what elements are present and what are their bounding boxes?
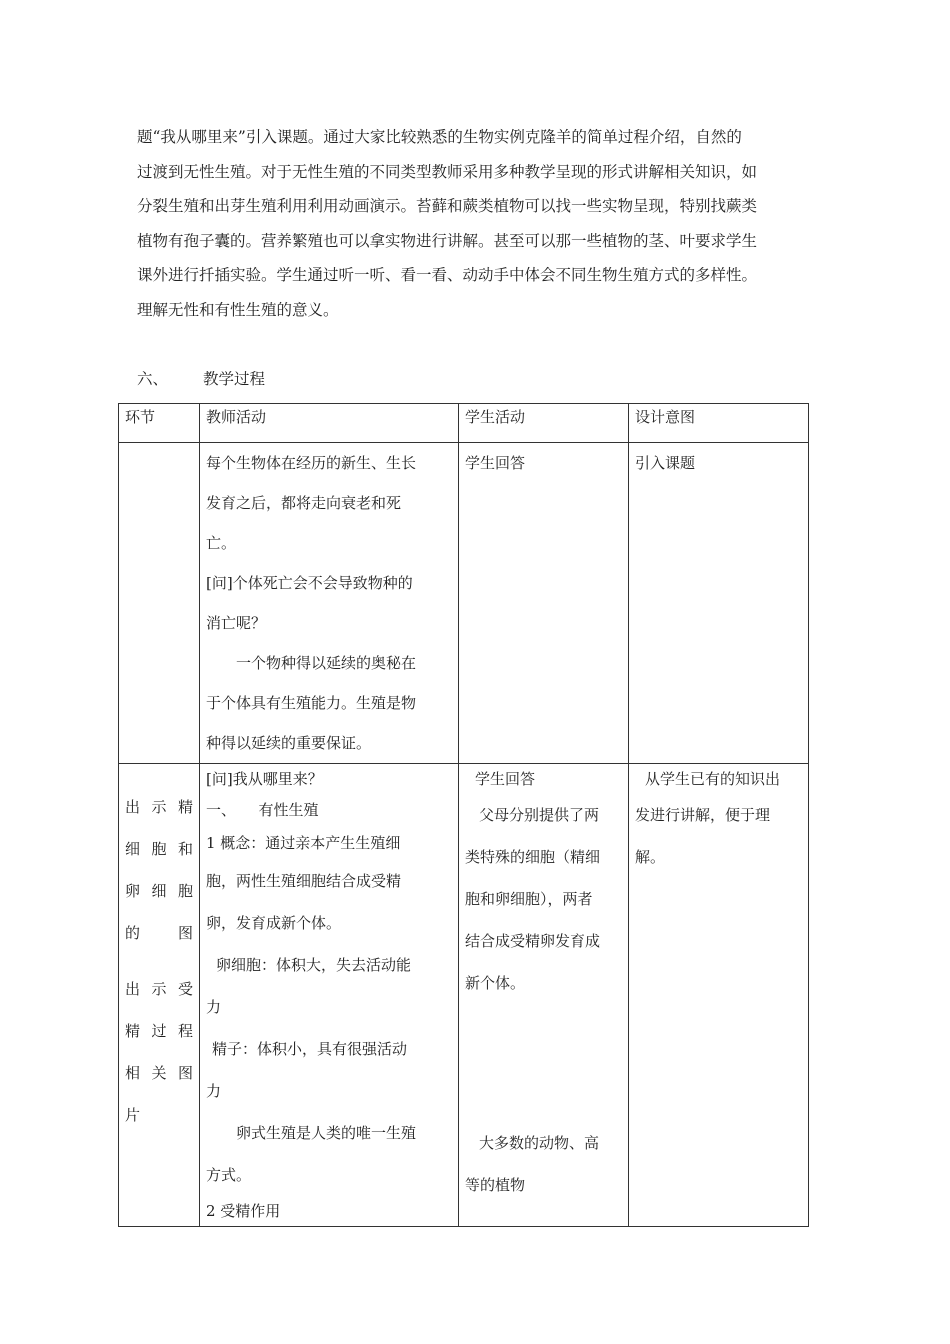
intent-cell: 引入课题 <box>629 443 809 764</box>
lesson-table <box>118 403 809 1227</box>
stage-cell <box>119 443 200 764</box>
intro-line: 过渡到无性生殖。对于无性生殖的不同类型教师采用多种教学呈现的形式讲解相关知识，如 <box>137 162 758 181</box>
intent-cell: 从学生已有的知识出 发进行讲解，便于理 解。 <box>629 764 809 1227</box>
header-intent: 设计意图 <box>629 404 809 443</box>
intro-line: 理解无性和有性生殖的意义。 <box>137 300 339 319</box>
teacher-cell: 每个生物体在经历的新生、生长 发育之后，都将走向衰老和死 亡。 [问]个体死亡会不会导致物种的 消亡呢？ 一个物种得以延续的奥秘在 于个体具有生殖能力。生殖是物 种得以延续的重要保证。 <box>200 443 459 764</box>
intro-line: 分裂生殖和出芽生殖利用利用动画演示。苔藓和蕨类植物可以找一些实物呈现，特别找蕨类 <box>137 197 758 215</box>
intro-line: 植物有孢子囊的。营养繁殖也可以拿实物进行讲解。甚至可以那一些植物的茎、叶要求学生 <box>137 231 758 250</box>
header-stage: 环节 <box>119 404 200 443</box>
intro-line: 课外进行扦插实验。学生通过听一听、看一看、动动手中体会不同生物生殖方式的多样性。 <box>137 266 758 284</box>
table-header-row <box>119 404 809 443</box>
header-student: 学生活动 <box>459 404 629 443</box>
student-cell: 学生回答 父母分别提供了两 类特殊的细胞（精细 胞和卵细胞），两者 结合成受精卵发育成 新个体。 大多数的动物、高 等的植物 <box>459 764 629 1227</box>
intro-paragraph <box>137 120 817 327</box>
section-number: 六、 <box>137 370 169 388</box>
section-title: 教学过程 <box>203 370 266 388</box>
table-row <box>119 443 809 764</box>
section-heading <box>137 366 265 392</box>
header-teacher: 教师活动 <box>200 404 459 443</box>
stage-cell: 出示精 细胞和 卵细胞 的图 出示受 精过程 相关图 片 <box>119 764 200 1227</box>
teacher-cell: [问]我从哪里来？ 一、 有性生殖 1 概念：通过亲本产生生殖细 胞，两性生殖细胞结合成受精 卵，发育成新个体。 卵细胞：体积大，失去活动能 力 精子：体积小，具有很强活动 力 卵式生殖是人类的唯一生殖 方式。 2 受精作用 <box>200 764 459 1227</box>
student-cell: 学生回答 <box>459 443 629 764</box>
intro-line: 题“我从哪里来”引入课题。通过大家比较熟悉的生物实例克隆羊的简单过程介绍，自然的 <box>137 128 742 146</box>
table-row <box>119 764 809 1227</box>
